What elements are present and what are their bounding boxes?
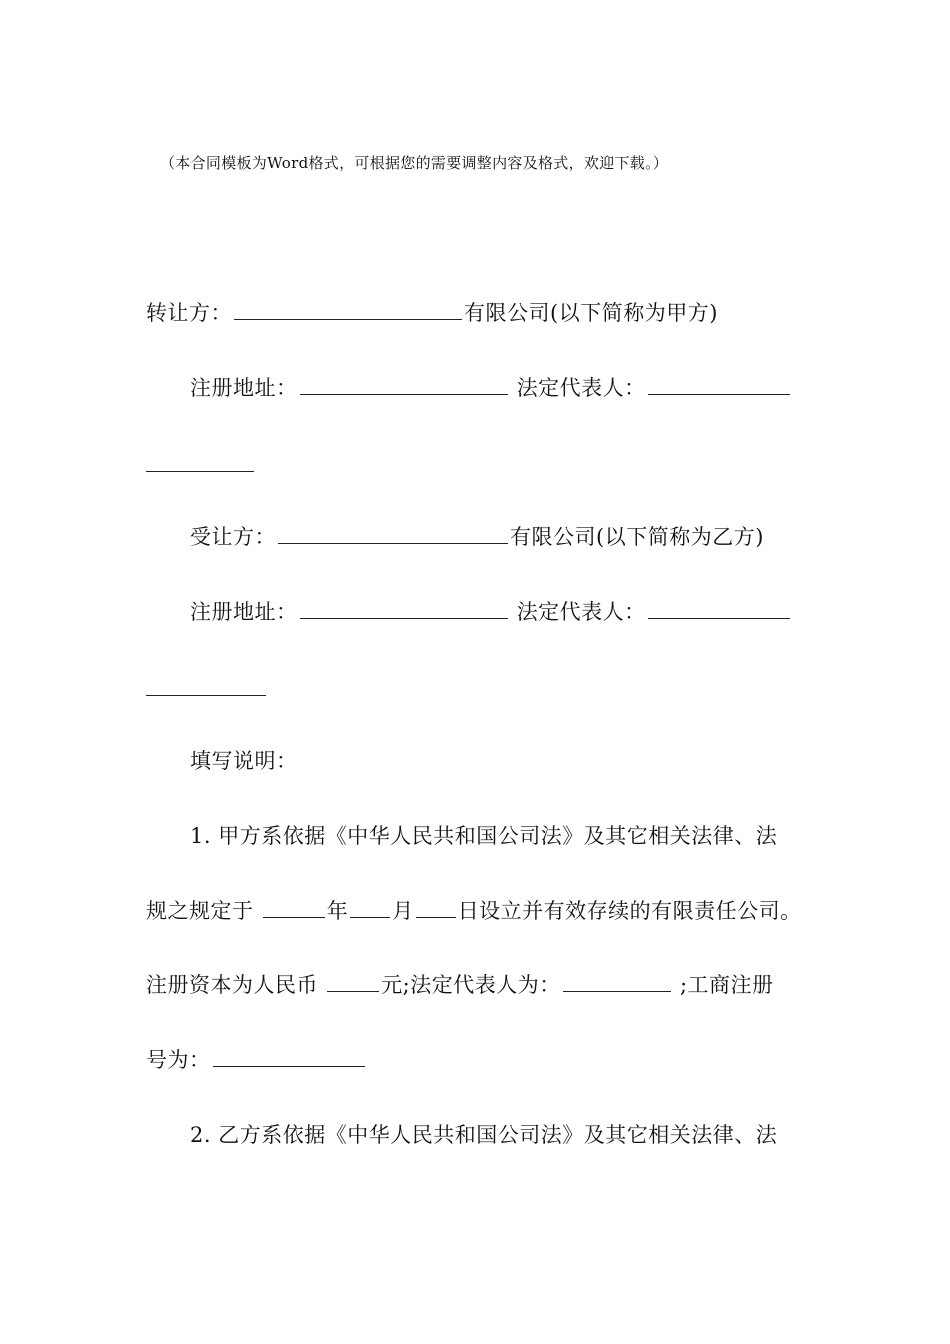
item1-line4	[146, 1046, 367, 1074]
transferee-details-line	[190, 598, 792, 626]
item1-date-suffix: 日设立并有效存续的有限责任公司。	[457, 899, 802, 923]
capital-prefix: 注册资本为人民币	[146, 973, 326, 997]
month-blank[interactable]	[350, 897, 390, 918]
registration-number-blank[interactable]	[213, 1046, 365, 1067]
template-note: （本合同模板为Word格式，可根据您的需要调整内容及格式，欢迎下载。）	[160, 154, 669, 172]
transferor-details-line	[190, 374, 792, 402]
transferor-name-blank[interactable]	[234, 299, 462, 320]
transferee-rep-blank-continued[interactable]	[146, 694, 266, 696]
transferee-address-blank[interactable]	[300, 598, 508, 619]
transferor-rep-label: 法定代表人：	[516, 376, 646, 400]
transferor-address-blank[interactable]	[300, 374, 508, 395]
registration-label: ;工商注册	[672, 973, 774, 997]
item1-line3	[146, 971, 774, 999]
item1-line2	[146, 897, 802, 925]
transferor-address-label: 注册地址：	[190, 376, 298, 400]
day-blank[interactable]	[416, 897, 456, 918]
transferee-name-blank[interactable]	[278, 523, 508, 544]
transferor-rep-blank[interactable]	[648, 374, 790, 395]
year-blank[interactable]	[263, 897, 325, 918]
transferor-rep-blank-continued[interactable]	[146, 470, 254, 472]
transferee-line	[190, 523, 764, 551]
transferor-suffix: 有限公司(以下简称为甲方)	[464, 301, 718, 325]
legal-rep-blank[interactable]	[563, 971, 671, 992]
capital-yuan-label: 元;法定代表人为：	[381, 973, 561, 997]
item2-line1: 2. 乙方系依据《中华人民共和国公司法》及其它相关法律、法	[190, 1123, 778, 1147]
item1-date-prefix: 规之规定于	[146, 899, 261, 923]
transferee-address-label: 注册地址：	[190, 600, 298, 624]
year-label: 年	[326, 899, 349, 923]
month-label: 月	[392, 899, 414, 923]
transferee-suffix: 有限公司(以下简称为乙方)	[510, 525, 764, 549]
transferor-label: 转让方：	[146, 301, 232, 325]
transferee-rep-blank[interactable]	[648, 598, 790, 619]
instructions-heading: 填写说明：	[190, 749, 298, 773]
transferor-line	[146, 299, 718, 327]
item1-line1: 1. 甲方系依据《中华人民共和国公司法》及其它相关法律、法	[190, 824, 778, 848]
transferee-label: 受让方：	[190, 525, 276, 549]
capital-blank[interactable]	[327, 971, 379, 992]
registration-number-label: 号为：	[146, 1048, 211, 1072]
transferee-rep-label: 法定代表人：	[516, 600, 646, 624]
